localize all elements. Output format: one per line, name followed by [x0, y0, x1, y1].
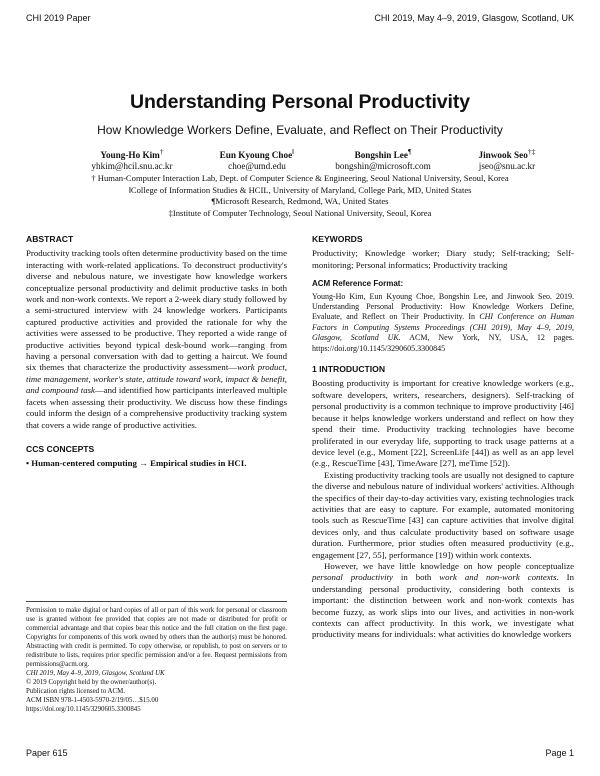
intro-paragraph: However, we have little knowledge on how people conceptualize personal productivity in both work and non-work contexts. In understanding personal productivity, considering both contexts is important: the distinction between work and non-work contexts has become fuzzy, as work slips into our lives, and activities in non-work contexts can affect productivity. In this work, we investigate what productivity means for individuals: what activities do knowledge workers [312, 560, 574, 640]
abstract-text: Productivity tracking tools often determine productivity based on the time interacting with work-related applications. To deconstruct productivity's diverse and nebulous nature, we investigate how knowledge workers conceptualize personal productivity and delimit productive tasks in both work and non-work contexts. We report a 2-week diary study followed by a semi-structured interview with 24 knowledge workers. Participants captured productive activities and provided the rationale for why the activities were assessed to be productive. They reported a wide range of productive activities beyond typical desk-bound work—ranging from having a personal conversation with dad to getting a haircut. We found six themes that characterize the productivity assessment—work product, time management, worker's state, attitude toward work, impact & benefit, and compound task—and identified how participants interleaved multiple facets when assessing their productivity. We discuss how these findings could inform the design of a comprehensive productivity tracking system that covers a wide range of productive activities. [26, 248, 287, 430]
intro-paragraph: Existing productivity tracking tools are usually not designed to capture the diverse and nebulous nature of individual workers' activities. Although the specifics of their day-to-day activities vary, existing technologies track activities that are easy to capture. For example, automated monitoring tools such as RescueTime [43] can capture activities that involve digital devices only, and thus calculate productivity based on software usage duration. Furthermore, prior studies often measured productivity (e.g., engagement [27, 55], performance [19]) within work contexts. [312, 469, 575, 560]
keywords-heading: KEYWORDS [312, 234, 363, 244]
ccs-heading: CCS CONCEPTS [26, 443, 95, 454]
abstract-themes: work product, time management, worker's state, attitude toward work, impact & benefit, and compound task [26, 362, 287, 396]
author-email: bongshin@microsoft.com [335, 161, 431, 172]
footer-page-number: Page 1 [545, 748, 574, 758]
author-mark: † [159, 147, 164, 156]
author-email: choe@umd.edu [228, 161, 286, 172]
affiliation-line: ¶Microsoft Research, Redmond, WA, United States [211, 196, 389, 206]
rights-line: Publication rights licensed to ACM. [26, 688, 125, 695]
paper-subtitle: How Knowledge Workers Define, Evaluate, and Reflect on Their Productivity [97, 123, 503, 137]
right-column [312, 234, 574, 641]
affiliations [0, 173, 600, 219]
running-header-left: CHI 2019 Paper [26, 13, 91, 23]
permission-text: Permission to make digital or hard copies of all or part of this work for personal or classroom use is granted without fee provided that copies are not made or distributed for profit or commercial advantage and that copies bear this notice and the full citation on the first page. Copyrights for components of this work owned by others than the author(s) must be honored. Abstracting with credit is permitted. To copy otherwise, or republish, to post on servers or to redistribute to lists, requires prior specific permission and/or a fee. Request permissions from permissions@acm.org. [26, 607, 287, 668]
author-block [62, 146, 202, 172]
author-name: Bongshin Lee [354, 150, 408, 161]
running-header-right: CHI 2019, May 4–9, 2019, Glasgow, Scotland, UK [374, 13, 574, 23]
permission-notice [26, 601, 287, 714]
abstract-heading: ABSTRACT [26, 234, 74, 244]
affiliation-line: ‖College of Information Studies & HCIL, University of Maryland, College Park, MD, United States [128, 184, 472, 195]
author-block [437, 146, 577, 172]
left-column [26, 234, 287, 470]
author-name: Young-Ho Kim [100, 150, 160, 161]
author-mark: †‡ [527, 147, 536, 156]
intro-paragraph: Boosting productivity is important for creative knowledge workers (e.g., software developers, writers, researchers, designers). Self-tracking of personal productivity is a common technique to improve productivity [46] because it helps knowledge workers understand and reflect on how they spend their time. Productivity tracking technologies have become proliferated in our everyday life, supporting to track usage patterns at a device level (e.g., Moment [22], ScreenLife [44]) as well as an app level (e.g., RescueTime [43], TimeAware [27], meTime [52]). [312, 378, 574, 469]
author-name: Eun Kyoung Choe [219, 150, 293, 161]
isbn-line: ACM ISBN 978-1-4503-5970-2/19/05…$15.00 [26, 697, 159, 704]
keywords-text: Productivity; Knowledge worker; Diary study; Self-tracking; Self-monitoring; Personal informatics; Productivity tracking [312, 248, 574, 270]
affiliation-line: ‡Institute of Computer Technology, Seoul National University, Seoul, Korea [168, 207, 432, 218]
reference-format-heading: ACM Reference Format: [312, 279, 404, 289]
affiliation-line: † Human-Computer Interaction Lab, Dept. of Computer Science & Engineering, Seoul National University, Seoul, Korea [91, 173, 509, 183]
permission-venue: CHI 2019, May 4–9, 2019, Glasgow, Scotland UK [26, 670, 165, 677]
author-mark: ‖ [292, 147, 295, 156]
author-block [187, 146, 327, 172]
author-mark: ¶ [407, 147, 412, 156]
author-name: Jinwook Seo [478, 150, 528, 161]
introduction-heading: 1 INTRODUCTION [312, 364, 386, 375]
copyright-line: © 2019 Copyright held by the owner/author(s). [26, 679, 157, 686]
doi-link[interactable]: https://doi.org/10.1145/3290605.3300845 [26, 706, 141, 713]
reference-format-text: Young-Ho Kim, Eun Kyoung Choe, Bongshin Lee, and Jinwook Seo. 2019. Understanding Personal Productivity: How Knowledge Workers Define, Evaluate, and Reflect on Their Productivity. In CHI Conference on Human Factors in Computing Systems Proceedings (CHI 2019), May 4–9, 2019, Glasgow, Scotland UK. ACM, New York, NY, USA, 12 pages. https://doi.org/10.1145/3290605.3300845 [312, 291, 575, 353]
author-email: jseo@snu.ac.kr [478, 161, 536, 172]
paper-title: Understanding Personal Productivity [130, 91, 470, 113]
ccs-concept: • Human-centered computing → Empirical studies in HCI. [26, 458, 247, 469]
author-email: yhkim@hcil.snu.ac.kr [91, 161, 173, 172]
footer-paper-number: Paper 615 [26, 748, 68, 758]
author-block [313, 146, 453, 172]
